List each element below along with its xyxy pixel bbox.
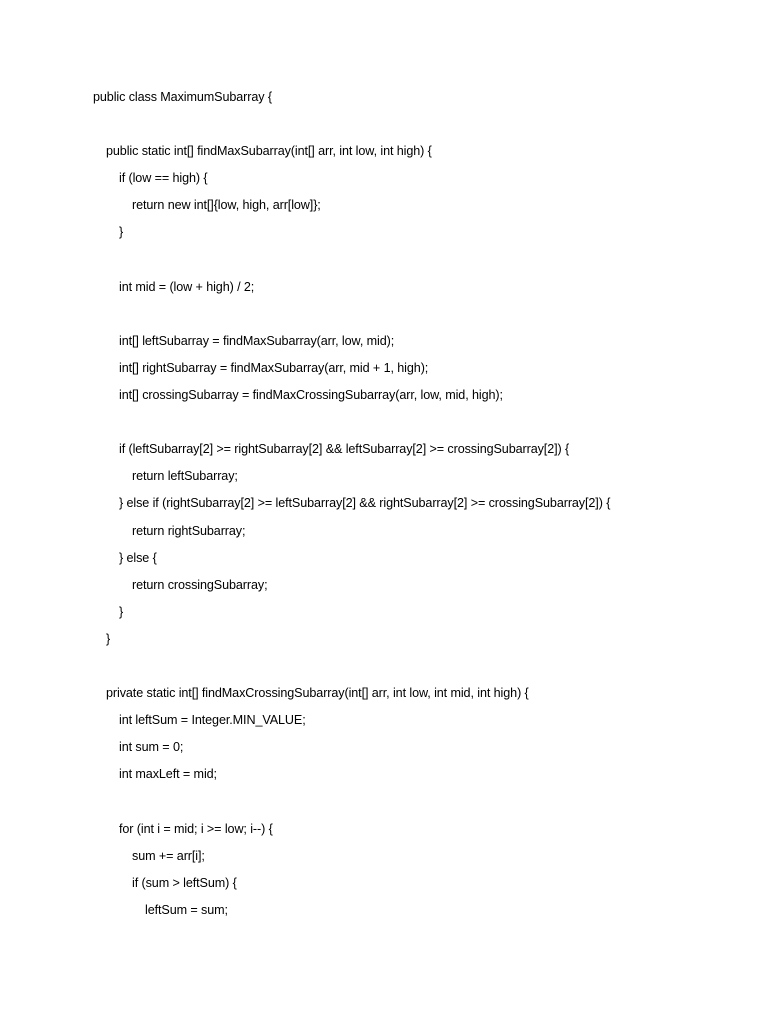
- code-line: int[] leftSubarray = findMaxSubarray(arr, low, mid);: [119, 333, 395, 348]
- code-line: return new int[]{low, high, arr[low]};: [132, 198, 321, 213]
- code-line: leftSum = sum;: [145, 902, 228, 917]
- code-line: [93, 653, 733, 680]
- code-line: for (int i = mid; i >= low; i--) {: [119, 821, 273, 836]
- code-line: return crossingSubarray;: [132, 577, 268, 592]
- code-line: } else {: [119, 550, 157, 565]
- code-line: int sum = 0;: [119, 740, 184, 755]
- code-line: int leftSum = Integer.MIN_VALUE;: [119, 713, 306, 728]
- code-line: [93, 111, 733, 138]
- code-line: int[] crossingSubarray = findMaxCrossingSubarray(arr, low, mid, high);: [119, 388, 503, 403]
- code-line: public class MaximumSubarray {: [93, 90, 272, 104]
- code-line: sum += arr[i];: [132, 848, 205, 863]
- code-line: int maxLeft = mid;: [119, 767, 217, 782]
- code-line: public static int[] findMaxSubarray(int[] arr, int low, int high) {: [106, 144, 432, 159]
- code-line: int[] rightSubarray = findMaxSubarray(arr, mid + 1, high);: [119, 360, 429, 375]
- code-line: }: [106, 631, 111, 646]
- code-line: if (low == high) {: [119, 171, 208, 186]
- code-line: private static int[] findMaxCrossingSubarray(int[] arr, int low, int mid, int high) {: [106, 686, 529, 701]
- code-line: if (sum > leftSum) {: [132, 875, 237, 890]
- code-line: [93, 788, 733, 815]
- code-line: } else if (rightSubarray[2] >= leftSubarray[2] && rightSubarray[2] >= crossingSubarray[2]) {: [119, 496, 611, 511]
- code-listing: [93, 84, 733, 924]
- code-line: }: [119, 604, 124, 619]
- code-line: if (leftSubarray[2] >= rightSubarray[2] && leftSubarray[2] >= crossingSubarray[2]) {: [119, 442, 570, 457]
- code-line: int mid = (low + high) / 2;: [119, 279, 255, 294]
- code-line: return rightSubarray;: [132, 523, 246, 538]
- code-line: [93, 247, 733, 274]
- code-line: [93, 301, 733, 328]
- code-line: return leftSubarray;: [132, 469, 238, 484]
- code-line: }: [119, 225, 124, 240]
- code-line: [93, 409, 733, 436]
